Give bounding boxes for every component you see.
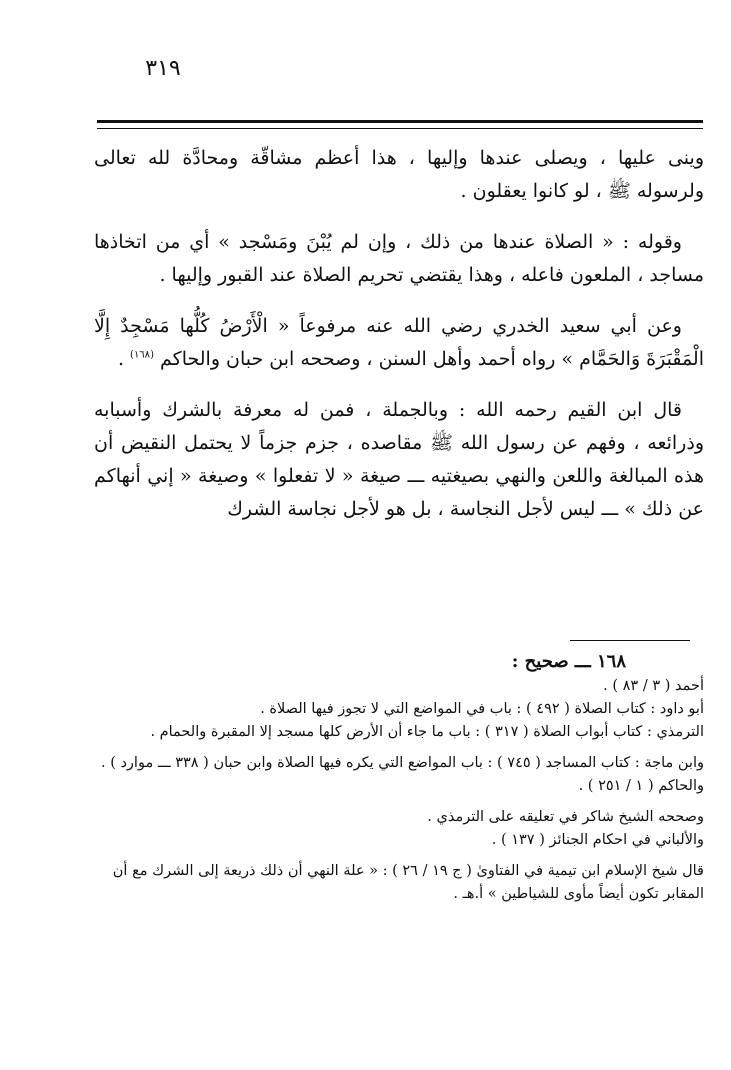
paragraph-1: وينى عليها ، ويصلى عندها وإليها ، هذا أعظم مشاقّة ومحادَّة لله تعالى ولرسوله ﷺ ، لو كانوا يعقلون . [94, 147, 704, 202]
footnotes [94, 650, 704, 906]
footnote-line: قال شيخ الإسلام ابن تيمية في الفتاوىٰ ( ج ١٩ / ٢٦ ) : « علة النهي أن ذلك ذريعة إلى الشرك مع أن المقابر تكون أيضاً مأوى للشياطين » أ.هـ . [112, 863, 704, 902]
footnote-line: والحاكم ( ١ / ٢٥١ ) . [578, 778, 704, 794]
footnote-line: وابن ماجة : كتاب المساجد ( ٧٤٥ ) : باب المواضع التي يكره فيها الصلاة وابن حبان ( ٣٣٨ ـــ موارد ) . [100, 755, 704, 771]
header-rule-thick [97, 120, 703, 123]
footnote-reference: (١٦٨) [130, 349, 154, 361]
footnote-line: وصححه الشيخ شاكر في تعليقه على الترمذي . [427, 809, 704, 825]
footnote-line: أحمد ( ٣ / ٨٣ ) . [603, 678, 704, 694]
footnote-heading: ١٦٨ ـــ صحيح : [511, 651, 626, 672]
main-text [94, 142, 704, 544]
paragraph-4: قال ابن القيم رحمه الله : وبالجملة ، فمن له معرفة بالشرك وأسبابه وذرائعه ، وفهم عن رسول الله ﷺ مقاصده ، جزم جزماً لا يحتمل النقيض أن هذه المبالغة واللعن والنهي بصيغتيه ـــ صيغة « لا تفعلوا » وصيغة « إني أنهاكم عن ذلك » ـــ ليس لأجل النجاسة ، بل هو لأجل نجاسة الشرك [94, 399, 704, 520]
paragraph-3 [94, 310, 704, 376]
header-rule-thin [97, 128, 703, 129]
paragraph-3-end: . [117, 348, 124, 370]
footnote-line: الترمذي : كتاب أبواب الصلاة ( ٣١٧ ) : باب ما جاء أن الأرض كلها مسجد إلا المقبرة والحمام . [150, 724, 704, 740]
footnote-line: أبو داود : كتاب الصلاة ( ٤٩٢ ) : باب في المواضع التي لا تجوز فيها الصلاة . [260, 701, 704, 717]
paragraph-3-text: وعن أبي سعيد الخدري رضي الله عنه مرفوعاً « الْأَرْضُ كُلُّها مَسْجِدٌ إِلَّا الْمَقْبَرَةَ وَالحَمَّام » رواه أحمد وأهل السنن ، وصححه ابن حبان والحاكم [94, 315, 704, 370]
footnote-line: والألباني في احكام الجنائز ( ١٣٧ ) . [491, 832, 704, 848]
page-number: ٣١٩ [145, 56, 181, 81]
paragraph-2: وقوله : « الصلاة عندها من ذلك ، وإن لم يُبْنَ ومَسْجد » أي من اتخاذها مساجد ، الملعون فاعله ، وهذا يقتضي تحريم الصلاة عند القبور وإليها . [94, 231, 704, 286]
footnote-separator [570, 640, 690, 641]
